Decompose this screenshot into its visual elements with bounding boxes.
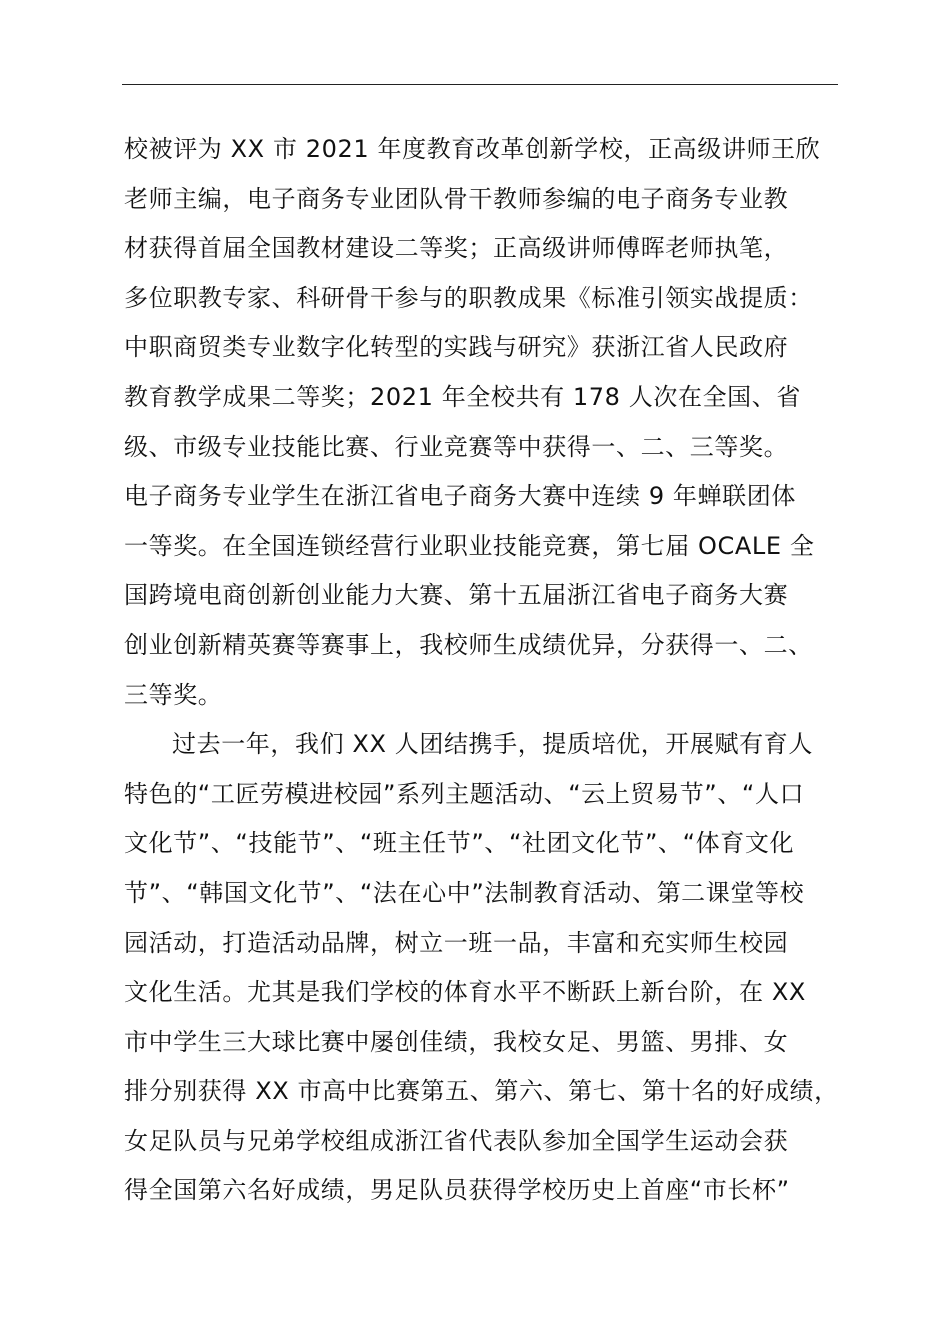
text-line: 老师主编，电子商务专业团队骨干教师参编的电子商务专业教 <box>124 184 789 213</box>
text-line: 级、市级专业技能比赛、行业竞赛等中获得一、二、三等奖。 <box>124 432 789 461</box>
text-line: 女足队员与兄弟学校组成浙江省代表队参加全国学生运动会获 <box>124 1126 789 1155</box>
text-line: 中职商贸类专业数字化转型的实践与研究》获浙江省人民政府 <box>124 333 789 362</box>
text-line: 得全国第六名好成绩，男足队员获得学校历史上首座“市长杯” <box>124 1176 790 1205</box>
text-line: 创业创新精英赛等赛事上，我校师生成绩优异，分获得一、二、 <box>124 630 813 659</box>
text-line: 多位职教专家、科研骨干参与的职教成果《标准引领实战提质： <box>124 283 813 312</box>
text-line: 过去一年，我们 XX 人团结携手，提质培优，开展赋有育人 <box>172 730 813 759</box>
body-text <box>124 125 854 1216</box>
paragraph-1 <box>124 125 854 720</box>
text-line: 一等奖。在全国连锁经营行业职业技能竞赛，第七届 OCALE 全 <box>124 531 815 560</box>
text-line: 园活动，打造活动品牌，树立一班一品，丰富和充实师生校园 <box>124 928 789 957</box>
text-line: 三等奖。 <box>124 680 223 709</box>
text-line: 文化生活。尤其是我们学校的体育水平不断跃上新台阶，在 XX <box>124 978 806 1007</box>
text-line: 教育教学成果二等奖；2021 年全校共有 178 人次在全国、省 <box>124 382 801 411</box>
text-line: 国跨境电商创新创业能力大赛、第十五届浙江省电子商务大赛 <box>124 581 789 610</box>
text-line: 排分别获得 XX 市高中比赛第五、第六、第七、第十名的好成绩， <box>124 1077 839 1106</box>
text-line: 文化节”、“技能节”、“班主任节”、“社团文化节”、“体育文化 <box>124 829 795 858</box>
text-line: 市中学生三大球比赛中屡创佳绩，我校女足、男篮、男排、女 <box>124 1027 789 1056</box>
text-line: 校被评为 XX 市 2021 年度教育改革创新学校，正高级讲师王欣 <box>124 135 821 163</box>
paragraph-2 <box>124 720 854 1216</box>
text-line: 节”、“韩国文化节”、“法在心中”法制教育活动、第二课堂等校 <box>124 878 805 907</box>
header-rule <box>122 84 838 85</box>
text-line: 材获得首届全国教材建设二等奖；正高级讲师傅晖老师执笔， <box>124 234 789 263</box>
text-line: 电子商务专业学生在浙江省电子商务大赛中连续 9 年蝉联团体 <box>124 482 796 511</box>
text-line: 特色的“工匠劳模进校园”系列主题活动、“云上贸易节”、“人口 <box>124 779 805 808</box>
